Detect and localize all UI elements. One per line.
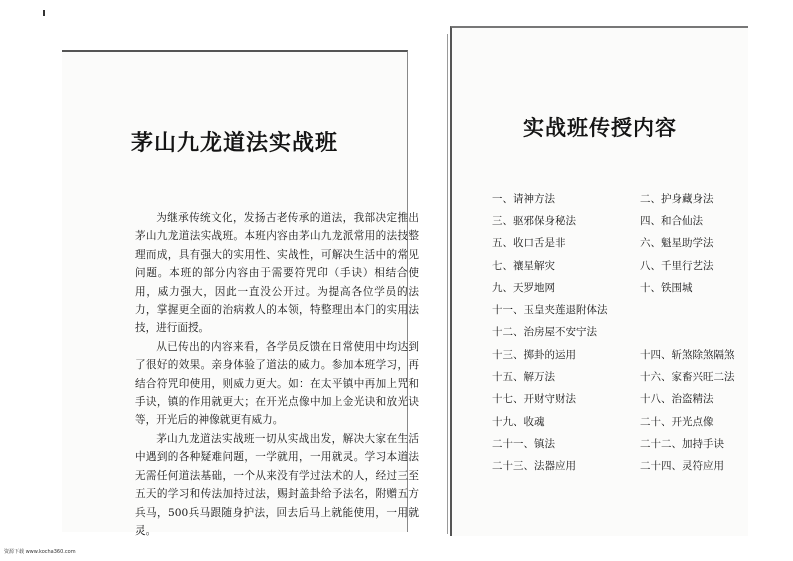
list-item-right: 十、铁围城 [640,281,693,294]
list-item-left: 三、驱邪保身秘法 [492,214,576,227]
right-page-title: 实战班传授内容 [523,115,677,140]
list-item [492,254,752,276]
list-item-right: 二十四、灵符应用 [640,460,724,473]
list-item [492,209,752,231]
list-item-left: 十九、收魂 [492,415,545,428]
list-item-left: 十七、开财守财法 [492,393,576,406]
list-item-left: 十一、玉皇夹莲退附体法 [492,304,608,317]
list-item-right: 二、护身藏身法 [640,192,714,205]
body-paragraph-3: 茅山九龙道法实战班一切从实战出发，解决大家在生活中遇到的各种疑难问题，一学就用，一用就灵。学习本道法无需任何道法基础，一个从来没有学过法术的人，经过三至五天的学习和传法加持过法，赐封盖卦给予法名，附赠五方兵马，500兵马跟随身护法，回去后马上就能使用，一用就灵。 [135,432,419,537]
list-item [492,455,752,477]
list-item [492,321,752,343]
list-item-left: 一、请神方法 [492,192,555,205]
list-item-left: 五、收口舌是非 [492,237,566,250]
list-item-left: 九、天罗地网 [492,281,555,294]
left-page [62,50,419,537]
list-item-left: 十五、解万法 [492,371,555,384]
body-paragraph-2: 从已传出的内容来看，各学员反馈在日常使用中均达到了很好的效果。亲身体验了道法的威力。参加本班学习，再结合符咒印使用，则威力更大。如：在太平镇中再加上咒和手诀，镇的作用就更大；在开光点像中加上金光诀和放光诀等，开光后的神像就更有威力。 [135,340,419,427]
left-page-body [135,209,419,540]
list-item [492,343,752,365]
scan-speck [43,10,45,16]
list-item-right: 二十、开光点像 [640,415,714,428]
list-item [492,298,752,320]
list-item [492,232,752,254]
list-item-right: 十八、治盗精法 [640,393,714,406]
list-item [492,410,752,432]
page-gutter-edge [447,34,448,534]
list-item [492,432,752,454]
list-item-right: 十四、斩煞除煞隔煞 [640,348,735,361]
right-page [450,26,748,536]
body-paragraph-1: 为继承传统文化，发扬古老传承的道法，我部决定推出茅山九龙道法实战班。本班内容由茅山九龙派常用的法技整理而成，具有强大的实用性、实战性，可解决生活中的常见问题。本班的部分内容由于需要符咒印（手诀）相结合使用，威力强大，因此一直没公开过。为提高各位学员的法力，掌握更全面的治病救人的本领，特整理出本门的实用法技，进行面授。 [135,212,419,335]
curriculum-list [492,187,752,477]
left-page-title: 茅山九龙道法实战班 [130,130,338,156]
list-item [492,365,752,387]
list-item [492,388,752,410]
list-item-right: 四、和合仙法 [640,214,703,227]
list-item-left: 二十一、镇法 [492,437,555,450]
list-item [492,187,752,209]
list-item-left: 十三、掷卦的运用 [492,348,576,361]
list-item-left: 七、禳星解灾 [492,259,555,272]
list-item-right: 二十二、加持手诀 [640,437,724,450]
list-item-left: 二十三、法器应用 [492,460,576,473]
list-item-right: 六、魁星助学法 [640,237,714,250]
list-item-right: 八、千里行艺法 [640,259,714,272]
list-item [492,276,752,298]
list-item-left: 十二、治房屋不安宁法 [492,326,597,339]
list-item-right: 十六、家畜兴旺二法 [640,371,735,384]
footer-watermark-text: 资源下载 www.kocha360.com [4,549,76,555]
